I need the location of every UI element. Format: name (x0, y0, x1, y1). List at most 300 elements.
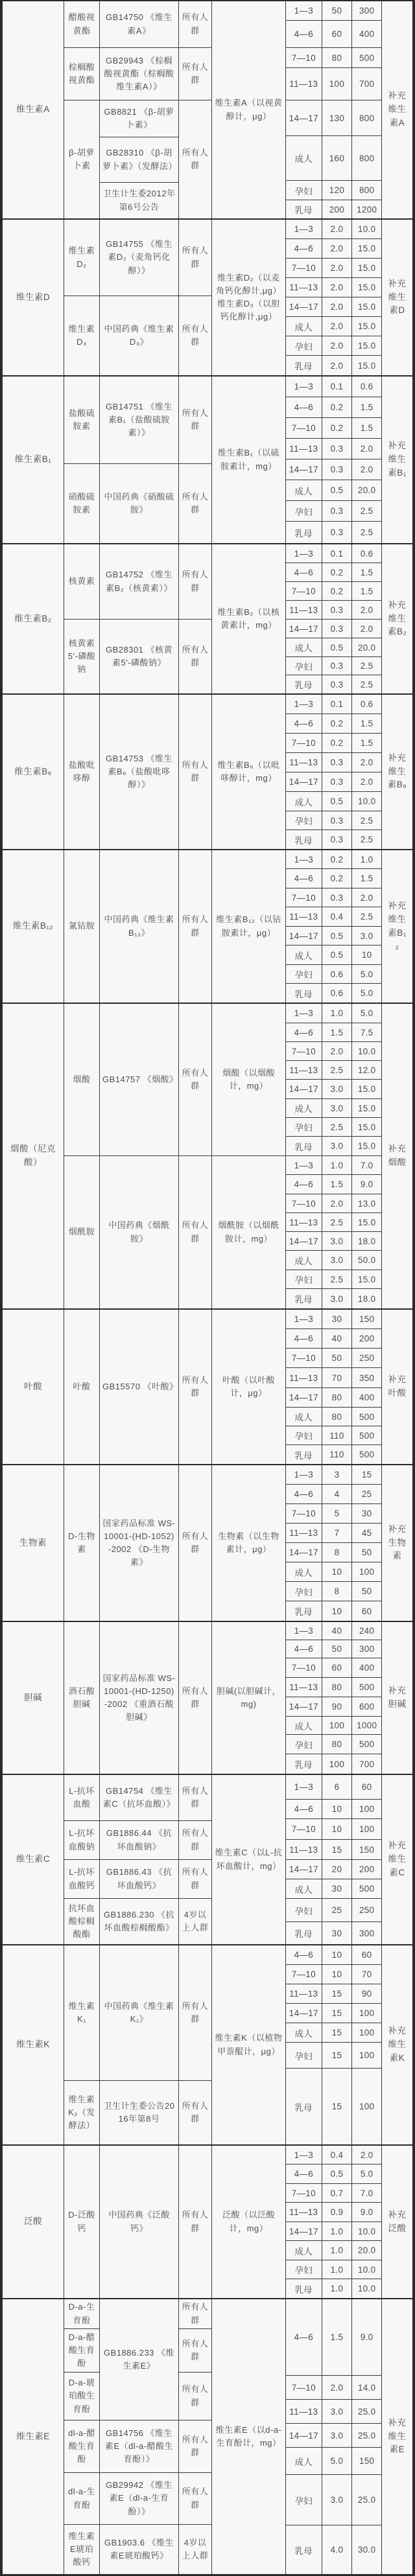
age-cell: 7—10 (286, 582, 322, 600)
min-value-cell: 0.2 (322, 850, 353, 868)
value-row-vitamin-c-7 (286, 1922, 381, 1944)
measure-column-vitamin-k (212, 1945, 286, 2144)
age-cell: 1—3 (286, 695, 322, 714)
supplement-column-vitamin-b12 (382, 850, 412, 1003)
value-row-vitamin-b1-7 (286, 522, 381, 543)
age-cell: 7—10 (286, 259, 322, 277)
population-column-vitamin-b6 (179, 695, 212, 849)
age-cell: 7—10 (286, 2376, 322, 2399)
min-value-cell: 1.0 (322, 2279, 353, 2298)
max-value-cell: 100 (359, 1824, 375, 1834)
age-cell: 14—17 (286, 459, 322, 480)
age-cell: 4—6 (286, 1175, 322, 1194)
value-row-vitamin-a-4 (286, 100, 381, 136)
age-cell: 1—3 (286, 1622, 322, 1640)
min-value-cell: 2.0 (322, 259, 353, 277)
value-row-vitamin-c-0 (286, 1775, 381, 1800)
max-value-cell: 25.0 (357, 2495, 376, 2505)
value-row-vitamin-b1-3 (286, 439, 381, 459)
value-row-pantothenic-acid-3 (286, 2203, 381, 2222)
min-value-cell: 10 (322, 1965, 353, 1984)
section-vitamin-b12 (3, 850, 412, 1004)
population-cell-0: 所有人群 (182, 1531, 209, 1554)
section-niacin (3, 1004, 412, 1310)
value-row-vitamin-b1-6 (286, 501, 381, 522)
population-column-vitamin-k (179, 1945, 212, 2144)
min-value-cell: 2.0 (322, 297, 353, 316)
supplement-cell-0: 补充维生素B₁ (388, 441, 407, 478)
population-cell-0: 所有人群 (182, 1375, 209, 1398)
min-value-cell: 70 (322, 1368, 353, 1387)
min-value-cell: 0.6 (322, 984, 353, 1003)
compound-column-vitamin-c (64, 1775, 100, 1944)
population-column-pantothenic-acid (179, 2146, 212, 2298)
value-row-vitamin-b6-0 (286, 695, 381, 714)
age-cell: 4—6 (286, 1640, 322, 1658)
compound-cell-1: D-a-醋酸生育酚 (64, 2329, 99, 2373)
value-row-vitamin-d-7 (286, 356, 381, 375)
values-column-vitamin-b6 (286, 695, 382, 849)
age-cell: 4—6 (286, 1945, 322, 1964)
min-value-cell: 1.0 (322, 2260, 353, 2279)
value-row-pantothenic-acid-7 (286, 2279, 381, 2298)
age-cell: 乳母 (286, 2069, 322, 2144)
category-column-vitamin-d (3, 220, 64, 375)
standard-cell-0: GB14753 《维生素B₆（盐酸吡哆醇）》 (105, 753, 173, 790)
age-cell: 乳母 (286, 1922, 322, 1944)
category-cell-0: 维生素K (16, 2039, 50, 2050)
supplement-cell-0: 补充生物素 (388, 1524, 407, 1561)
age-cell: 11—13 (286, 278, 322, 297)
compound-cell-1: L-抗坏血酸钠 (64, 1821, 99, 1860)
standard-cell-3: GB1886.230 《抗坏血酸棕榈酸酯》 (103, 1909, 175, 1932)
value-row-vitamin-e-2 (286, 2400, 381, 2424)
max-value-cell: 60 (361, 1782, 372, 1792)
max-value-cell: 800 (359, 185, 375, 195)
value-row-vitamin-b2-0 (286, 544, 381, 563)
age-cell: 14—17 (286, 1543, 322, 1562)
min-value-cell: 80 (322, 1735, 353, 1754)
standard-cell-0: GB14752 《维生素B₂（核黄素）》 (100, 544, 178, 620)
min-value-cell: 15 (322, 2023, 353, 2042)
min-value-cell: 15 (322, 2043, 353, 2068)
population-cell-1: 所有人群 (182, 1220, 209, 1244)
value-row-vitamin-e-6 (286, 2525, 381, 2574)
standard-column-folic-acid (100, 1310, 179, 1464)
supplement-cell-0: 补充维生素C (388, 1840, 407, 1877)
age-cell: 11—13 (286, 68, 322, 100)
max-value-cell: 2.5 (360, 528, 374, 537)
supplement-column-pantothenic-acid (382, 2146, 412, 2298)
population-column-vitamin-e (179, 2299, 212, 2574)
max-value-cell: 15.0 (357, 360, 376, 371)
min-value-cell: 2.0 (322, 2376, 353, 2399)
compound-cell-5: 维生素E琥珀酸钙 (68, 2531, 95, 2568)
values-column-vitamin-a (286, 1, 382, 218)
population-cell-5: 4岁以上人群 (182, 2537, 209, 2560)
age-cell: 11—13 (286, 2203, 322, 2222)
max-value-cell: 0.6 (360, 548, 374, 559)
max-value-cell: 45 (361, 1528, 372, 1538)
value-row-vitamin-b1-5 (286, 480, 381, 501)
measure-cell-1: 烟酰胺（以烟酰胺计，mg） (218, 1220, 279, 1244)
age-cell: 孕妇 (286, 501, 322, 521)
min-value-cell: 0.3 (322, 459, 353, 480)
min-value-cell: 0.3 (322, 501, 353, 521)
standard-column-vitamin-b1 (100, 377, 179, 543)
value-row-vitamin-e-4 (286, 2448, 381, 2475)
measure-column-folic-acid (212, 1310, 286, 1464)
age-cell: 7—10 (286, 734, 322, 752)
measure-cell-0: 维生素B₂（以核黄素计，mg） (217, 607, 280, 630)
age-cell: 4—6 (286, 869, 322, 888)
min-value-cell: 200 (322, 200, 353, 218)
value-row-choline-6 (286, 1735, 381, 1754)
standard-cell-1: GB29943 《棕榈酸视黄酯（棕榈酸维生素A）》 (100, 48, 178, 100)
min-value-cell: 100 (322, 1754, 353, 1774)
value-row-niacin-13 (286, 1251, 381, 1270)
age-cell: 7—10 (286, 1965, 322, 1984)
supplement-column-choline (382, 1622, 412, 1774)
max-value-cell: 200 (359, 1864, 375, 1874)
max-value-cell: 60 (361, 1606, 372, 1616)
supplement-column-vitamin-c (382, 1775, 412, 1944)
population-column-vitamin-b1 (179, 377, 212, 543)
value-row-vitamin-c-4 (286, 1860, 381, 1879)
max-value-cell: 350 (359, 1373, 375, 1383)
value-row-niacin-6 (286, 1118, 381, 1137)
max-value-cell: 500 (359, 1411, 375, 1422)
compound-column-biotin (64, 1465, 100, 1621)
value-row-vitamin-k-4 (286, 2023, 381, 2043)
standard-cell-3: GB28310 《β-胡萝卜素》（发酵法） (100, 137, 178, 183)
compound-cell-2: L-抗坏血酸钙 (64, 1860, 99, 1899)
value-row-vitamin-b12-3 (286, 907, 381, 927)
measure-column-vitamin-b6 (212, 695, 286, 849)
standard-column-vitamin-d (100, 220, 179, 375)
min-value-cell: 90 (322, 1697, 353, 1716)
value-row-vitamin-d-2 (286, 259, 381, 278)
population-cell-1: 所有人群 (182, 644, 209, 667)
value-row-folic-acid-6 (286, 1426, 381, 1445)
compound-cell-1: 硝酸硫胺素 (68, 491, 95, 515)
max-value-cell: 150 (359, 1314, 375, 1324)
min-value-cell: 30 (322, 1922, 353, 1944)
values-column-vitamin-b1 (286, 377, 382, 543)
min-value-cell: 0.2 (322, 582, 353, 600)
population-cell-1: 所有人群 (182, 2100, 209, 2124)
min-value-cell: 50 (322, 1640, 353, 1658)
age-cell: 乳母 (286, 356, 322, 375)
max-value-cell: 10.0 (357, 1046, 376, 1056)
age-cell: 4—6 (286, 563, 322, 581)
value-row-vitamin-d-0 (286, 220, 381, 239)
standard-column-niacin (100, 1004, 179, 1308)
max-value-cell: 2.0 (360, 2150, 374, 2160)
max-value-cell: 15.0 (357, 263, 376, 273)
value-row-vitamin-d-1 (286, 239, 381, 259)
min-value-cell: 10 (322, 1819, 353, 1839)
min-value-cell: 10 (322, 1562, 353, 1581)
compound-column-vitamin-e (64, 2299, 100, 2574)
population-column-vitamin-b12 (179, 850, 212, 1003)
standard-cell-0: 国家药品标准 WS-10001-(HD-1052)-2002 《D-生物素》 (102, 1518, 176, 1568)
standard-cell-0: GB14754 《维生素C（抗坏血酸）》 (100, 1775, 178, 1821)
min-value-cell: 25 (322, 1899, 353, 1921)
compound-cell-0: 酒石酸胆碱 (68, 1686, 95, 1709)
category-column-vitamin-b12 (3, 850, 64, 1003)
value-row-pantothenic-acid-6 (286, 2260, 381, 2279)
age-cell: 14—17 (286, 297, 322, 316)
min-value-cell: 30 (322, 1879, 353, 1898)
compound-column-choline (64, 1622, 100, 1774)
value-row-vitamin-b12-1 (286, 869, 381, 888)
age-cell: 4—6 (286, 2299, 322, 2375)
min-value-cell: 80 (322, 1388, 353, 1407)
min-value-cell: 2.0 (322, 239, 353, 258)
value-row-vitamin-b6-3 (286, 753, 381, 772)
standard-cell-1: 中国药典《烟酰胺》 (108, 1220, 170, 1244)
compound-cell-2: β-胡萝卜素 (69, 147, 95, 170)
min-value-cell: 0.5 (322, 480, 353, 500)
max-value-cell: 3.0 (360, 931, 374, 941)
value-row-folic-acid-7 (286, 1445, 381, 1464)
compound-column-vitamin-b6 (64, 695, 100, 849)
min-value-cell: 8 (322, 1543, 353, 1562)
measure-cell-0: 维生素D₂（以麦角钙化醇计,μg）维生素D₃（以胆钙化醇计,μg） (216, 272, 281, 322)
supplement-cell-0: 补充维生素B₆ (387, 752, 407, 790)
category-cell-0: 泛酸 (24, 2216, 42, 2227)
max-value-cell: 1000 (357, 1721, 377, 1730)
compound-column-vitamin-d (64, 220, 100, 375)
standard-cell-1: 中国药典《硝酸硫胺》 (104, 491, 174, 515)
value-row-vitamin-b1-4 (286, 459, 381, 480)
supplement-cell-0: 补充维生素B₁₂ (388, 900, 407, 951)
min-value-cell: 0.2 (322, 397, 353, 417)
max-value-cell: 20.0 (357, 485, 376, 495)
max-value-cell: 15.0 (357, 341, 376, 351)
compound-cell-1: 棕榈酸视黄酯 (64, 48, 99, 100)
standard-cell-1: GB1886.44 《抗坏血酸钠》 (100, 1821, 178, 1860)
value-row-vitamin-b1-1 (286, 397, 381, 418)
standard-cell-2: GB8821 《β-胡萝卜素》 (100, 100, 178, 137)
min-value-cell: 2.0 (322, 1042, 353, 1060)
max-value-cell: 50 (361, 1548, 372, 1557)
max-value-cell: 5.0 (360, 1008, 374, 1018)
min-value-cell: 15 (322, 1984, 353, 2003)
category-column-vitamin-a (3, 1, 64, 218)
population-cell-1: 所有人群 (179, 48, 211, 100)
age-cell: 4—6 (286, 239, 322, 258)
age-cell: 11—13 (286, 1524, 322, 1542)
max-value-cell: 600 (359, 1702, 375, 1712)
min-value-cell: 10 (322, 1800, 353, 1818)
value-row-biotin-3 (286, 1524, 381, 1543)
category-cell-0: 维生素B₁₂ (12, 921, 54, 931)
age-cell: 孕妇 (286, 1118, 322, 1136)
compound-cell-0: 盐酸吡哆醇 (68, 760, 95, 783)
standard-column-vitamin-b6 (100, 695, 179, 849)
population-cell-2: 所有人群 (182, 147, 209, 170)
value-row-vitamin-k-5 (286, 2043, 381, 2069)
compound-column-niacin (64, 1004, 100, 1308)
standard-column-choline (100, 1622, 179, 1774)
max-value-cell: 400 (359, 29, 375, 39)
category-cell-0: 维生素E (16, 2431, 50, 2441)
compound-cell-0: D-泛酸钙 (68, 2210, 95, 2233)
age-cell: 成人 (286, 480, 322, 500)
max-value-cell: 15.0 (357, 1122, 376, 1132)
min-value-cell: 4.0 (322, 2525, 353, 2574)
max-value-cell: 2.5 (360, 679, 374, 690)
age-cell: 成人 (286, 638, 322, 656)
min-value-cell: 8 (322, 1582, 353, 1601)
standard-cell-0: GB14750 《维生素A》 (100, 1, 178, 48)
min-value-cell: 1.5 (322, 2299, 353, 2375)
value-row-vitamin-b6-2 (286, 734, 381, 753)
max-value-cell: 250 (359, 1353, 375, 1363)
value-row-choline-0 (286, 1622, 381, 1640)
supplement-column-vitamin-k (382, 1945, 412, 2144)
category-column-vitamin-c (3, 1775, 64, 1944)
min-value-cell: 130 (322, 100, 353, 135)
values-column-vitamin-e (286, 2299, 382, 2574)
max-value-cell: 18.0 (357, 1294, 376, 1304)
min-value-cell: 15 (322, 2069, 353, 2144)
max-value-cell: 200 (359, 1334, 375, 1343)
min-value-cell: 100 (322, 68, 353, 100)
max-value-cell: 100 (359, 2028, 375, 2037)
age-cell: 孕妇 (286, 2260, 322, 2279)
max-value-cell: 70 (361, 1969, 372, 1979)
min-value-cell: 5.0 (322, 2448, 353, 2474)
standard-cell-1: 中国药典《维生素D₃》 (104, 323, 174, 347)
population-column-vitamin-d (179, 220, 212, 375)
min-value-cell: 1.0 (322, 2241, 353, 2260)
age-cell: 11—13 (286, 2400, 322, 2423)
compound-column-vitamin-k (64, 1945, 100, 2144)
standard-cell-0: GB14755 《维生素D₂（麦角钙化醇）》 (100, 220, 178, 296)
min-value-cell: 80 (322, 1408, 353, 1426)
age-cell: 11—13 (286, 753, 322, 772)
measure-cell-0: 维生素A（以视黄醇计，μg） (215, 98, 283, 121)
supplement-cell-0: 补充泛酸 (388, 2209, 407, 2233)
min-value-cell: 50 (322, 1, 353, 20)
age-cell: 7—10 (286, 888, 322, 907)
value-row-niacin-12 (286, 1232, 381, 1251)
values-column-vitamin-k (286, 1945, 382, 2144)
compound-cell-0: 氰钴胺 (68, 921, 95, 931)
min-value-cell: 2.5 (322, 1118, 353, 1136)
value-row-vitamin-d-5 (286, 317, 381, 336)
measure-column-pantothenic-acid (212, 2146, 286, 2298)
age-cell: 孕妇 (286, 1426, 322, 1445)
compound-cell-3: dl-a-醋酸生育酚 (64, 2420, 99, 2473)
max-value-cell: 10.0 (357, 2284, 376, 2293)
age-cell: 孕妇 (286, 965, 322, 983)
min-value-cell: 60 (322, 1658, 353, 1677)
age-cell: 乳母 (286, 984, 322, 1003)
min-value-cell: 0.2 (322, 418, 353, 438)
measure-column-vitamin-b2 (212, 544, 286, 693)
max-value-cell: 0.6 (360, 699, 374, 709)
standard-column-vitamin-c (100, 1775, 179, 1944)
age-cell: 成人 (286, 2448, 322, 2474)
value-row-vitamin-e-0 (286, 2299, 381, 2376)
category-column-vitamin-b6 (3, 695, 64, 849)
values-column-biotin (286, 1465, 382, 1621)
min-value-cell: 0.3 (322, 830, 353, 849)
max-value-cell: 2.0 (360, 777, 374, 787)
value-row-vitamin-b12-6 (286, 965, 381, 984)
supplement-cell-0: 补充烟酸 (388, 1144, 407, 1167)
min-value-cell: 3.0 (322, 1080, 353, 1098)
population-cell-4: 所有人群 (179, 2473, 211, 2525)
category-column-vitamin-k (3, 1945, 64, 2144)
population-cell-1: 所有人群 (179, 2329, 211, 2373)
max-value-cell: 300 (359, 6, 375, 16)
compound-cell-1: 烟酰胺 (68, 1227, 95, 1237)
max-value-cell: 25 (361, 1489, 372, 1499)
age-cell: 成人 (286, 2023, 322, 2042)
min-value-cell: 0.3 (322, 675, 353, 693)
min-value-cell: 0.3 (322, 522, 353, 543)
age-cell: 乳母 (286, 830, 322, 849)
min-value-cell: 0.3 (322, 657, 353, 675)
value-row-vitamin-k-3 (286, 2004, 381, 2023)
value-row-vitamin-e-5 (286, 2475, 381, 2525)
max-value-cell: 100 (359, 2050, 375, 2060)
max-value-cell: 1.5 (360, 567, 374, 577)
max-value-cell: 2.5 (360, 835, 374, 844)
section-biotin (3, 1465, 412, 1622)
value-row-niacin-0 (286, 1004, 381, 1023)
category-column-vitamin-b1 (3, 377, 64, 543)
supplement-cell-0: 补充维生素K (388, 2026, 407, 2063)
value-row-vitamin-a-1 (286, 21, 381, 48)
max-value-cell: 2.0 (360, 758, 374, 767)
values-column-vitamin-d (286, 220, 382, 375)
value-row-folic-acid-0 (286, 1310, 381, 1329)
standard-cell-1: GB28301 《核黄素5'-磷酸钠》 (105, 644, 173, 667)
value-row-niacin-3 (286, 1061, 381, 1080)
age-cell: 14—17 (286, 1388, 322, 1407)
age-cell: 成人 (286, 136, 322, 180)
min-value-cell: 3.0 (322, 2400, 353, 2423)
max-value-cell: 2.0 (360, 465, 374, 474)
category-column-folic-acid (3, 1310, 64, 1464)
standard-cell-1: GB14756 《维生素E（dl-a-醋酸生育酚）》 (100, 2420, 178, 2473)
min-value-cell: 0.5 (322, 927, 353, 945)
category-cell-0: 烟酸（尼克酸） (10, 1144, 56, 1167)
measure-cell-0: 维生素B₁₂（以钴胺素计，μg） (216, 914, 281, 938)
max-value-cell: 2.0 (360, 623, 374, 634)
min-value-cell: 0.3 (322, 811, 353, 830)
section-vitamin-b1 (3, 377, 412, 544)
max-value-cell: 5.0 (360, 988, 374, 998)
value-row-biotin-5 (286, 1562, 381, 1582)
compound-cell-0: 维生素K₁ (64, 1945, 99, 2081)
value-row-pantothenic-acid-2 (286, 2184, 381, 2203)
max-value-cell: 7.0 (360, 2188, 374, 2198)
max-value-cell: 25.0 (357, 2406, 376, 2417)
measure-column-niacin (212, 1004, 286, 1308)
value-row-niacin-5 (286, 1099, 381, 1118)
population-cell-0: 所有人群 (179, 220, 211, 296)
min-value-cell: 3.0 (322, 2475, 353, 2525)
max-value-cell: 1.5 (360, 423, 374, 433)
population-cell-0: 所有人群 (179, 1004, 211, 1156)
